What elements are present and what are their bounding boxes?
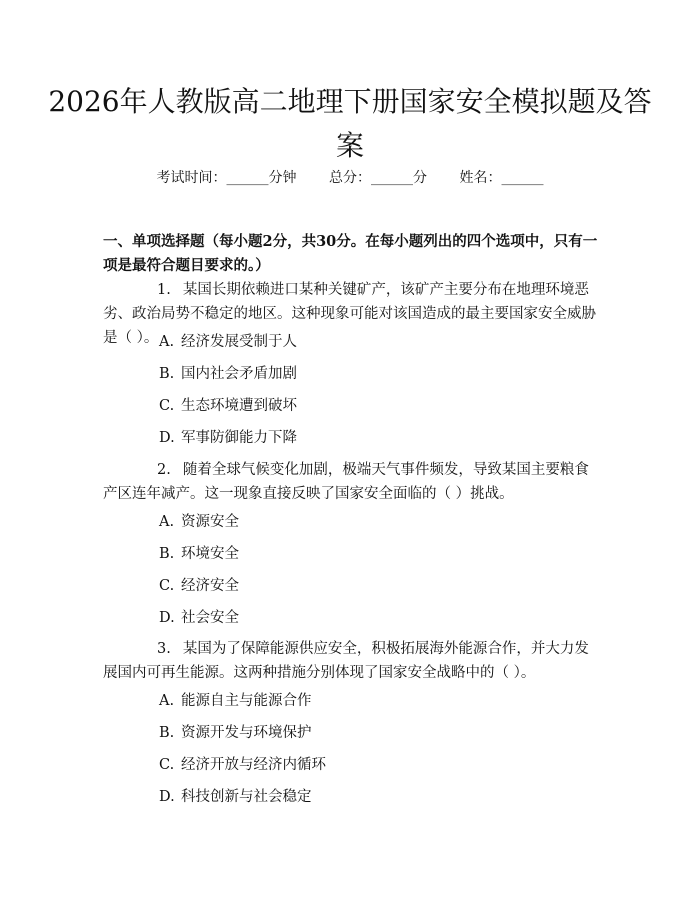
student-name-field: 姓名：______	[459, 170, 544, 186]
question-3-option-c	[159, 755, 326, 775]
question-3-option-d	[159, 787, 312, 807]
question-1-option-b	[159, 364, 297, 384]
option-text: 经济发展受制于人	[181, 334, 297, 350]
option-text: 国内社会矛盾加剧	[181, 366, 297, 382]
option-letter: B.	[159, 366, 175, 382]
question-2-option-b	[159, 544, 239, 564]
question-2-option-a	[159, 512, 239, 532]
question-text: 随着全球气候变化加剧，极端天气事件频发，导致某国主要粮食产区连年减产。这一现象直接反映了国家安全面临的（ ）挑战。	[103, 462, 589, 502]
option-text: 科技创新与社会稳定	[181, 789, 312, 805]
option-letter: A.	[159, 693, 175, 709]
question-1-option-a	[159, 332, 297, 352]
document-title: 2026年人教版高二地理下册国家安全模拟题及答案	[48, 85, 652, 162]
question-number: 1.	[157, 282, 171, 298]
option-letter: C.	[159, 578, 175, 594]
question-2-option-c	[159, 576, 239, 596]
question-3-option-a	[159, 691, 312, 711]
option-text: 经济开放与经济内循环	[181, 757, 326, 773]
question-1-option-d	[159, 428, 297, 448]
question-text: 某国为了保障能源供应安全，积极拓展海外能源合作，并大力发展国内可再生能源。这两种措施分别体现了国家安全战略中的（ ）。	[103, 641, 589, 681]
option-letter: D.	[159, 430, 175, 446]
option-letter: D.	[159, 789, 175, 805]
question-number: 3.	[157, 641, 171, 657]
option-text: 军事防御能力下降	[181, 430, 297, 446]
option-letter: A.	[159, 514, 175, 530]
option-text: 能源自主与能源合作	[181, 693, 312, 709]
option-text: 社会安全	[181, 610, 239, 626]
question-number: 2.	[157, 462, 171, 478]
option-letter: C.	[159, 398, 175, 414]
option-letter: A.	[159, 334, 175, 350]
question-1-option-c	[159, 396, 297, 416]
question-2-stem	[103, 458, 603, 506]
option-text: 环境安全	[181, 546, 239, 562]
section-heading: 一、单项选择题（每小题2分，共30分。在每小题列出的四个选项中，只有一项是最符合题目要求的。）	[103, 233, 598, 274]
option-text: 资源安全	[181, 514, 239, 530]
exam-time-field: 考试时间：______分钟	[156, 170, 297, 186]
option-letter: B.	[159, 725, 175, 741]
total-score-field: 总分：______分	[329, 170, 427, 186]
option-text: 经济安全	[181, 578, 239, 594]
option-text: 生态环境遭到破坏	[181, 398, 297, 414]
question-3-stem	[103, 637, 603, 685]
option-text: 资源开发与环境保护	[181, 725, 312, 741]
question-2-option-d	[159, 608, 239, 628]
option-letter: C.	[159, 757, 175, 773]
question-3-option-b	[159, 723, 312, 743]
question-text: 某国长期依赖进口某种关键矿产，该矿产主要分布在地理环境恶劣、政治局势不稳定的地区。这种现象可能对该国造成的最主要国家安全威胁是（ ）。	[103, 282, 596, 346]
option-letter: D.	[159, 610, 175, 626]
exam-meta	[0, 168, 700, 188]
option-letter: B.	[159, 546, 175, 562]
